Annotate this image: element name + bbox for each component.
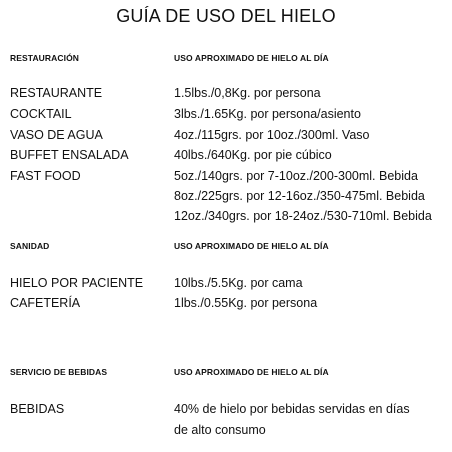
page-title: GUÍA DE USO DEL HIELO (116, 6, 336, 26)
row-value-cocktail: 3lbs./1.65Kg. por persona/asiento (174, 107, 361, 121)
row-label-buffet-ensalada: BUFFET ENSALADA (10, 148, 129, 162)
row-value-restaurante: 1.5lbs./0,8Kg. por persona (174, 86, 321, 100)
row-label-hielo-por-paciente: HIELO POR PACIENTE (10, 276, 144, 290)
row-value-buffet-ensalada: 40lbs./640Kg. por pie cúbico (174, 148, 332, 162)
section-header-usage: USO APROXIMADO DE HIELO AL DÍA (174, 53, 329, 63)
section-header-restauracion: RESTAURACIÓN (10, 53, 80, 63)
row-label-vaso-de-agua: VASO DE AGUA (10, 128, 103, 142)
row-value-cafeteria: 1lbs./0.55Kg. por persona (174, 296, 318, 310)
row-label-cocktail: COCKTAIL (10, 107, 72, 121)
row-label-restaurante: RESTAURANTE (10, 86, 103, 100)
section-header-usage: USO APROXIMADO DE HIELO AL DÍA (174, 367, 329, 377)
row-label-bebidas: BEBIDAS (10, 402, 65, 416)
row-value-bebidas-1: 40% de hielo por bebidas servidas en días (174, 402, 410, 416)
row-value-fast-food-1: 5oz./140grs. por 7-10oz./200-300ml. Bebida (174, 169, 418, 183)
row-value-bebidas-2: de alto consumo (174, 423, 266, 437)
section-header-sanidad: SANIDAD (10, 241, 50, 251)
row-value-fast-food-2: 8oz./225grs. por 12-16oz./350-475ml. Bebida (174, 189, 425, 203)
row-value-fast-food-3: 12oz./340grs. por 18-24oz./530-710ml. Bebida (174, 209, 432, 223)
row-label-cafeteria: CAFETERÍA (10, 296, 81, 310)
section-header-servicio-de-bebidas: SERVICIO DE BEBIDAS (10, 367, 108, 377)
section-header-usage: USO APROXIMADO DE HIELO AL DÍA (174, 241, 329, 251)
row-value-hielo-por-paciente: 10lbs./5.5Kg. por cama (174, 276, 303, 290)
row-value-vaso-de-agua: 4oz./115grs. por 10oz./300ml. Vaso (174, 128, 370, 142)
row-label-fast-food: FAST FOOD (10, 169, 81, 183)
